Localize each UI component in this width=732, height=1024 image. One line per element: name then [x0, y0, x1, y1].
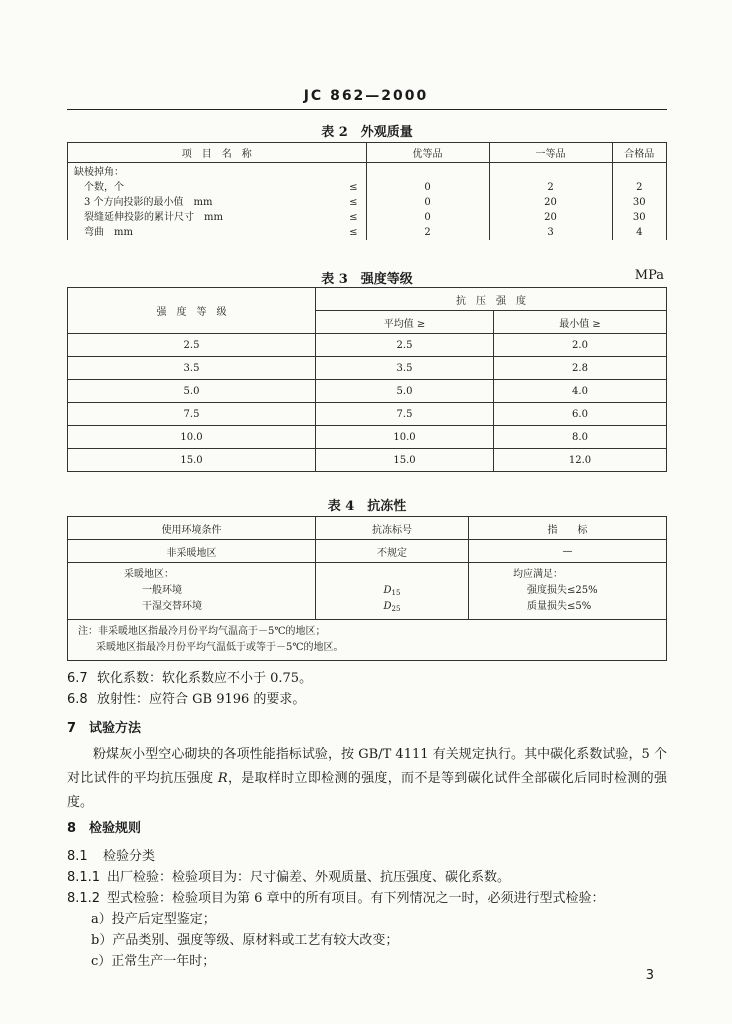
section-text: 出厂检验：检验项目为：尺寸偏差、外观质量、抗压强度、碳化系数。 [107, 870, 511, 885]
section-text: 放射性：应符合 GB 9196 的要求。 [97, 692, 306, 707]
table3-cell: 12.0 [494, 449, 667, 472]
table4-env-cell [68, 563, 316, 620]
table4-header-row [68, 517, 667, 540]
table3-cell: 7.5 [68, 403, 316, 426]
table3-cell: 4.0 [494, 380, 667, 403]
table4-header-env: 使用环境条件 [68, 517, 316, 540]
table3-header-row [68, 288, 667, 311]
table3-header-group: 抗 压 强 度 [316, 288, 667, 311]
table2-group-label: 缺棱掉角： [74, 167, 124, 178]
section-number: 6.7 [67, 671, 88, 686]
table3-cell: 10.0 [68, 426, 316, 449]
table2-value: 30 [632, 212, 646, 223]
table2-header-qualified: 合格品 [612, 143, 666, 163]
section-6-8 [67, 688, 667, 712]
table3-cell: 3.5 [68, 357, 316, 380]
table2-operator: ≤ [349, 212, 358, 223]
table3-cell: 3.5 [316, 357, 494, 380]
table3-cell: 5.0 [316, 380, 494, 403]
table3-header-grade: 强 度 等 级 [68, 288, 316, 334]
table2-value: 3 [547, 227, 554, 238]
table2-value: 0 [424, 182, 431, 193]
section-number: 8 [67, 821, 77, 836]
table4-req-title: 均应满足： [513, 569, 563, 580]
table2-value: 2 [547, 182, 554, 193]
table4-note-line: 采暖地区指最冷月份平均气温低于或等于－5℃的地区。 [96, 642, 344, 653]
section-number: 6.8 [67, 692, 88, 707]
table4-note-row [68, 620, 667, 661]
table-row [68, 403, 667, 426]
section-number: 8.1.1 [67, 870, 101, 885]
table2-value: 0 [424, 212, 431, 223]
table4-frost-resistance [67, 516, 667, 661]
table4-req-cell [469, 563, 667, 620]
table2-operator: ≤ [349, 227, 358, 238]
section-7-heading [67, 717, 667, 741]
table3-header-avg: 平均值 ≥ [316, 311, 494, 334]
table4-req-item: 质量损失≤5% [527, 601, 592, 612]
table4-grade: $D_{15}$ [383, 585, 401, 597]
table2-item: 弯曲 mm [84, 227, 133, 238]
section-number: 7 [67, 721, 77, 736]
list-item: c）正常生产一年时； [91, 954, 216, 969]
list-item: a）投产后定型鉴定； [91, 912, 216, 927]
table4-env-item: 一般环境 [142, 585, 182, 596]
table4-cell: 非采暖地区 [68, 540, 316, 563]
table3-cell: 7.5 [316, 403, 494, 426]
table-row [68, 563, 667, 620]
table2-qualified-values [612, 163, 666, 241]
table3-cell: 8.0 [494, 426, 667, 449]
section-number: 8.1 [67, 849, 88, 864]
table2-header-first: 一等品 [489, 143, 612, 163]
table2-first-values [489, 163, 612, 241]
table3-cell: 2.8 [494, 357, 667, 380]
table2-value: 2 [424, 227, 431, 238]
table4-cell: — [469, 540, 667, 563]
table2-value: 20 [544, 197, 557, 208]
table2-value: 20 [544, 212, 557, 223]
table-row [68, 540, 667, 563]
table2-header-row [68, 143, 667, 163]
table2-item: 3 个方向投影的最小值 mm [84, 197, 213, 208]
table2-value: 0 [424, 197, 431, 208]
table4-grade: $D_{25}$ [383, 601, 401, 613]
table3-caption: 表 3 强度等级 [321, 272, 413, 287]
table4-env-title: 采暖地区： [124, 569, 174, 580]
table2-appearance-quality [67, 142, 667, 240]
table2-header-item: 项 目 名 称 [68, 143, 367, 163]
table3-cell: 10.0 [316, 426, 494, 449]
table-row [68, 426, 667, 449]
table3-cell: 15.0 [316, 449, 494, 472]
table4-env-item: 干湿交替环境 [142, 601, 202, 612]
table2-body [68, 163, 667, 241]
section-title: 检验分类 [103, 849, 156, 864]
paragraph-text: ，是取样时立即检测的强度，而不是等到碳化试件全部碳化后同时检测的强度。 [67, 771, 667, 810]
table4-grade-cell [316, 563, 469, 620]
paragraph-text: 粉煤灰小型空心砌块的各项性能指标试验，按 GB/T 4111 有关规定执行。其中碳化系数试验，5 个对比试件的平均抗压强度 [67, 747, 667, 786]
table-row [68, 334, 667, 357]
table3-cell: 15.0 [68, 449, 316, 472]
section-number: 8.1.2 [67, 891, 101, 906]
table3-cell: 6.0 [494, 403, 667, 426]
table-row [68, 357, 667, 380]
table4-note [68, 620, 667, 661]
section-text: 型式检验：检验项目为第 6 章中的所有项目。有下列情况之一时，必须进行型式检验： [107, 891, 605, 906]
section-7-paragraph [67, 743, 667, 815]
table4-caption: 表 4 抗冻性 [327, 499, 407, 514]
table4-header-index: 指 标 [469, 517, 667, 540]
table3-unit: MPa [634, 268, 664, 283]
table2-excellent-values [366, 163, 489, 241]
table2-operator: ≤ [349, 197, 358, 208]
table-row [68, 380, 667, 403]
table3-strength-grades [67, 287, 667, 472]
table2-value: 30 [632, 197, 646, 208]
table4-cell: 不规定 [316, 540, 469, 563]
table3-cell: 2.0 [494, 334, 667, 357]
standard-code: JC 862—2000 [303, 88, 429, 104]
section-title: 试验方法 [89, 721, 142, 736]
table2-header-excellent: 优等品 [366, 143, 489, 163]
table3-cell: 2.5 [316, 334, 494, 357]
list-item: b）产品类别、强度等级、原材料或工艺有较大改变； [91, 933, 399, 948]
table2-caption: 表 2 外观质量 [321, 125, 413, 140]
section-8-heading [67, 817, 667, 841]
table3-cell: 2.5 [68, 334, 316, 357]
table2-operator: ≤ [349, 182, 358, 193]
table3-header-min: 最小值 ≥ [494, 311, 667, 334]
table2-items-cell [68, 163, 332, 241]
header-rule [67, 109, 667, 110]
table4-header-grade: 抗冻标号 [316, 517, 469, 540]
page-number: 3 [645, 968, 654, 983]
table4-req-item: 强度损失≤25% [527, 585, 598, 596]
table-row [68, 449, 667, 472]
table2-item: 裂缝延伸投影的累计尺寸 mm [84, 212, 223, 223]
table3-cell: 5.0 [68, 380, 316, 403]
variable-r: R [217, 771, 228, 786]
table2-item: 个数，个 [84, 182, 124, 193]
section-title: 检验规则 [89, 821, 142, 836]
table4-note-line: 注：非采暖地区指最冷月份平均气温高于－5℃的地区； [78, 626, 326, 637]
section-text: 软化系数：软化系数应不小于 0.75。 [97, 671, 313, 686]
table2-operator-cell [332, 163, 367, 241]
table2-value: 4 [636, 227, 643, 238]
table2-value: 2 [636, 182, 643, 193]
